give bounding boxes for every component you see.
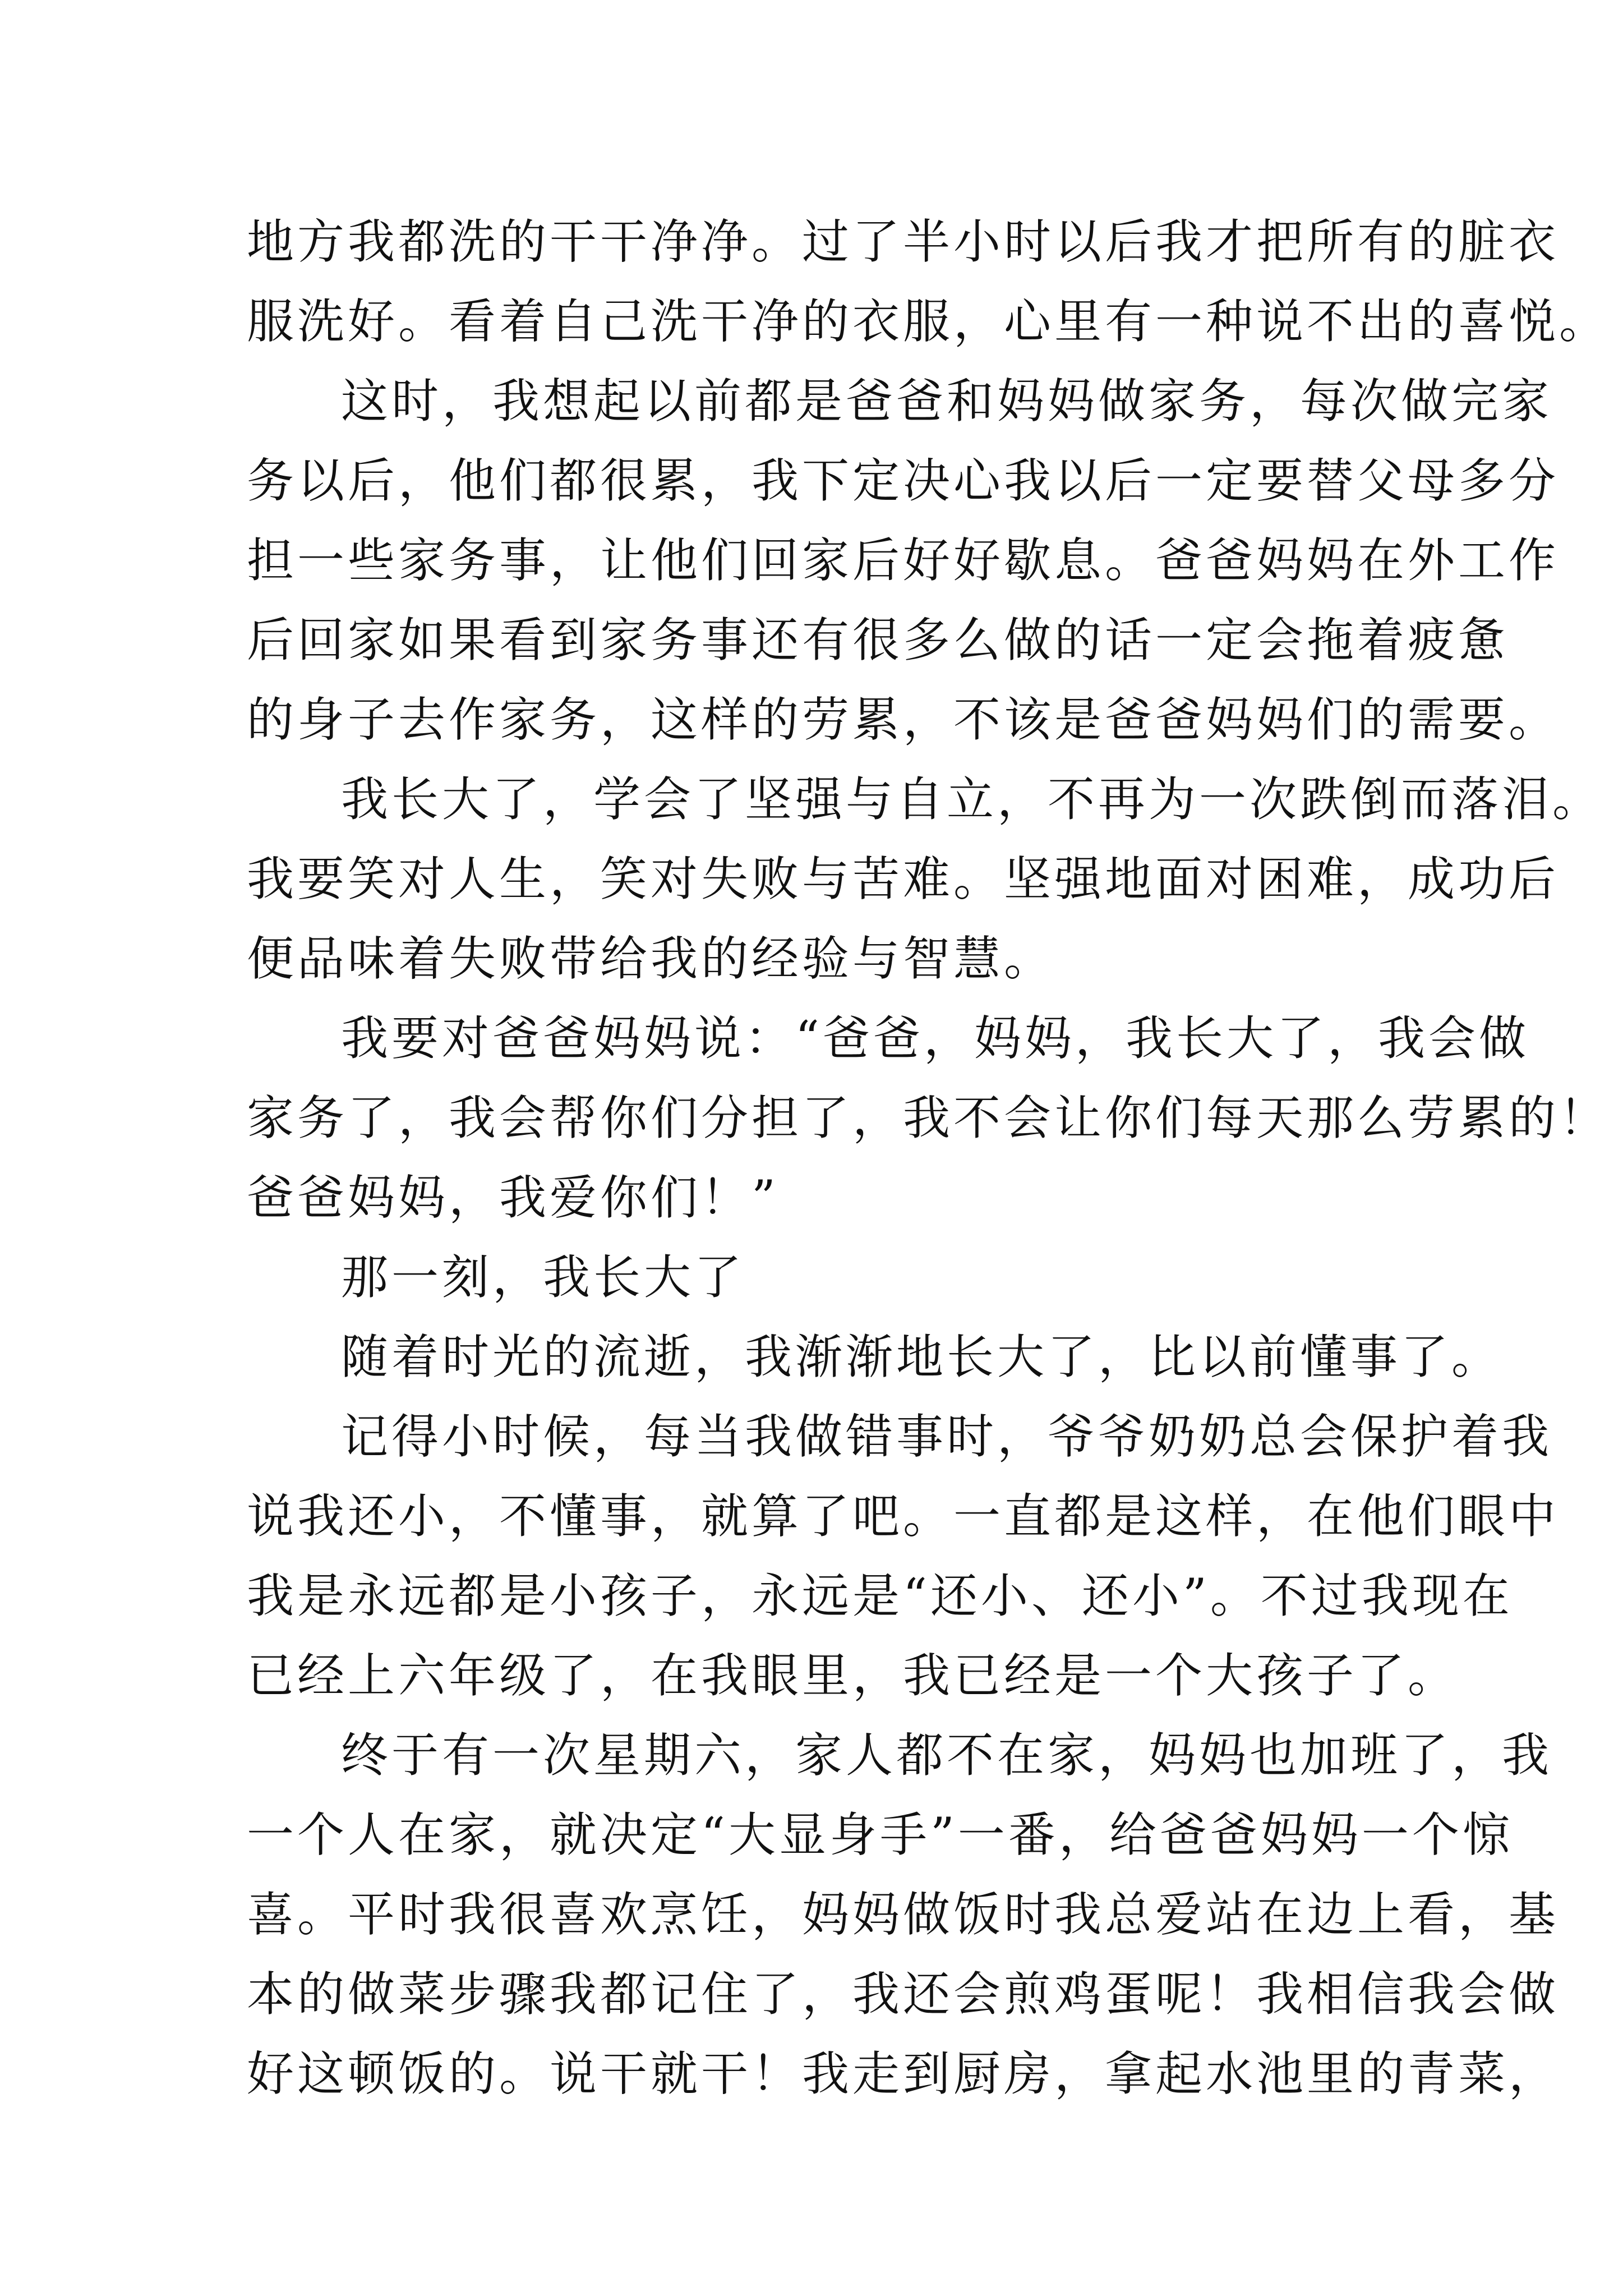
document-body bbox=[247, 202, 1610, 2114]
text-line: 地方我都洗的干干净净。过了半小时以后我才把所有的脏衣 bbox=[247, 214, 1560, 269]
text-line: 家务了，我会帮你们分担了，我不会让你们每天那么劳累的！ bbox=[247, 1091, 1610, 1145]
text-line: 我是永远都是小孩子，永远是“还小、还小”。不过我现在 bbox=[247, 1568, 1513, 1623]
text-line: 这时，我想起以前都是爸爸和妈妈做家务，每次做完家 bbox=[341, 374, 1553, 429]
text-line: 爸爸妈妈，我爱你们！” bbox=[247, 1170, 779, 1225]
text-line: 本的做菜步骤我都记住了，我还会煎鸡蛋呢！我相信我会做 bbox=[247, 1967, 1560, 2022]
text-line: 我长大了，学会了坚强与自立，不再为一次跌倒而落泪。 bbox=[341, 772, 1603, 827]
text-line: 的身子去作家务，这样的劳累，不该是爸爸妈妈们的需要。 bbox=[247, 692, 1560, 747]
text-line: 已经上六年级了，在我眼里，我已经是一个大孩子了。 bbox=[247, 1648, 1459, 1703]
text-line: 后回家如果看到家务事还有很多么做的话一定会拖着疲惫 bbox=[247, 613, 1509, 668]
text-line: 好这顿饭的。说干就干！我走到厨房，拿起水池里的青菜， bbox=[247, 2046, 1560, 2101]
text-line: 一个人在家，就决定“大显身手”一番，给爸爸妈妈一个惊 bbox=[247, 1807, 1513, 1862]
text-line: 那一刻，我长大了 bbox=[341, 1250, 745, 1305]
text-line: 服洗好。看着自己洗干净的衣服，心里有一种说不出的喜悦。 bbox=[247, 294, 1610, 349]
text-line: 随着时光的流逝，我渐渐地长大了，比以前懂事了。 bbox=[341, 1329, 1502, 1384]
text-line: 务以后，他们都很累，我下定决心我以后一定要替父母多分 bbox=[247, 453, 1560, 508]
text-line: 便品味着失败带给我的经验与智慧。 bbox=[247, 931, 1055, 986]
text-line: 终于有一次星期六，家人都不在家，妈妈也加班了，我 bbox=[341, 1728, 1553, 1783]
text-line: 喜。平时我很喜欢烹饪，妈妈做饭时我总爱站在边上看，基 bbox=[247, 1887, 1560, 1942]
text-line: 担一些家务事，让他们回家后好好歇息。爸爸妈妈在外工作 bbox=[247, 533, 1560, 588]
text-line: 说我还小，不懂事，就算了吧。一直都是这样，在他们眼中 bbox=[247, 1489, 1560, 1544]
text-line: 记得小时候，每当我做错事时，爷爷奶奶总会保护着我 bbox=[341, 1409, 1553, 1464]
text-line: 我要对爸爸妈妈说：“爸爸，妈妈，我长大了，我会做 bbox=[341, 1011, 1529, 1066]
text-line: 我要笑对人生，笑对失败与苦难。坚强地面对困难，成功后 bbox=[247, 852, 1560, 907]
